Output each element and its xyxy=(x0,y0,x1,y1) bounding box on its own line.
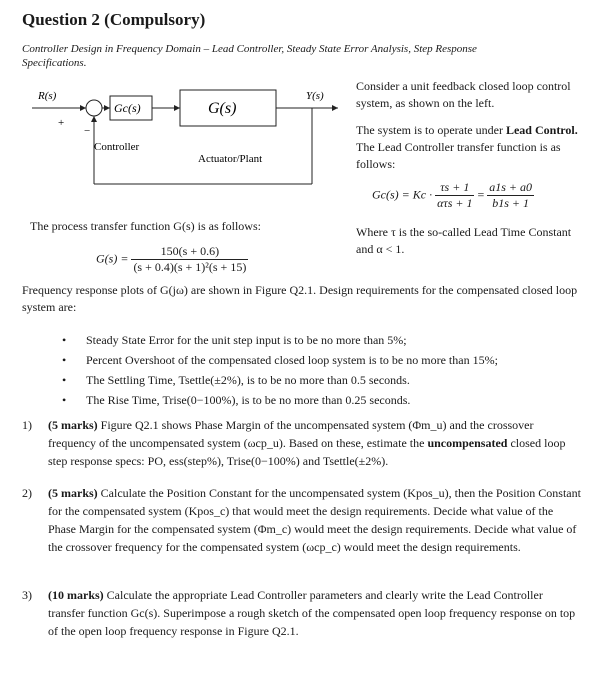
question-1: 1) (5 marks) Figure Q2.1 shows Phase Margin of the uncompensated system (Φm_u) and the crossover frequency of the uncompensated system (ωcp_u). Based on these, estimate the uncompensated closed loop step response specs: PO, ess(step%), Trise(0−100%) and Tsettle(±2%). xyxy=(22,418,566,468)
input-label: R(s) xyxy=(38,90,57,102)
lead-control-bold: Lead Control. xyxy=(505,123,578,137)
requirements-list xyxy=(62,330,498,410)
plus-sign: + xyxy=(58,117,65,129)
output-label: Y(s) xyxy=(306,90,324,102)
question-3: 3) (10 marks) Calculate the appropriate Lead Controller parameters and clearly write the Lead Controller transfer function Gc(s). Superimpose a rough sketch of the compensated open loop frequency response on top of the open loop frequency response in Figure Q2.1. xyxy=(22,588,576,638)
summing-junction xyxy=(86,100,102,116)
question-subtitle: Controller Design in Frequency Domain – Lead Controller, Steady State Error Analysis, Step Response Specifications. xyxy=(22,43,477,69)
controller-caption: Controller xyxy=(94,141,140,153)
plant-equation: G(s) = $\frac{150(s + 0.6)}{\text{(s + 0.4)(s + 1)²(s + 15)}}$ xyxy=(96,244,247,274)
frequency-response-text: Frequency response plots of G(jω) are shown in Figure Q2.1. Design requirements for the compensated closed loop system are: xyxy=(22,283,578,314)
plant-block-label: G(s) xyxy=(208,100,237,117)
list-item: • Steady State Error for the unit step input is to be no more than 5%; xyxy=(62,333,407,347)
list-item: • The Settling Time, Tsettle(±2%), is to be no more than 0.5 seconds. xyxy=(62,373,410,387)
minus-sign: − xyxy=(84,125,91,137)
lead-controller-equation: Gc(s) = Kc · $\frac{\tau s + 1}{\text{ατs + 1}}$ = $\frac{a1s + a0}{b1s + 1}$ xyxy=(372,180,533,210)
list-item: • Percent Overshoot of the compensated closed loop system is to be no more than 15%; xyxy=(62,353,498,367)
lead-control-description: The system is to operate under Lead Control. The Lead Controller transfer function is as follows: xyxy=(356,123,578,171)
list-item: • The Rise Time, Trise(0−100%), is to be no more than 0.25 seconds. xyxy=(62,393,411,407)
plant-caption: Actuator/Plant xyxy=(198,153,263,165)
plant-intro: The process transfer function G(s) is as follows: xyxy=(30,219,261,233)
system-description: Consider a unit feedback closed loop control system, as shown on the left. xyxy=(356,79,571,110)
question-title: Question 2 (Compulsory) xyxy=(22,10,206,29)
block-diagram xyxy=(20,82,350,192)
question-2: 2) (5 marks) Calculate the Position Constant for the uncompensated system (Kpos_u), then the Position Constant for the compensated system (Kpos_c) that would meet the design requirements. Decide what value of the Phase Margin for the compensated system (Φm_c) would meet the design requirements. Decide what value of the crossover frequency for the compensated system (ωcp_c) would meet the design requirements. xyxy=(22,486,581,554)
lead-time-constant-note: Where τ is the so-called Lead Time Constant and α < 1. xyxy=(356,225,572,256)
controller-block-label: Gc(s) xyxy=(114,101,141,115)
